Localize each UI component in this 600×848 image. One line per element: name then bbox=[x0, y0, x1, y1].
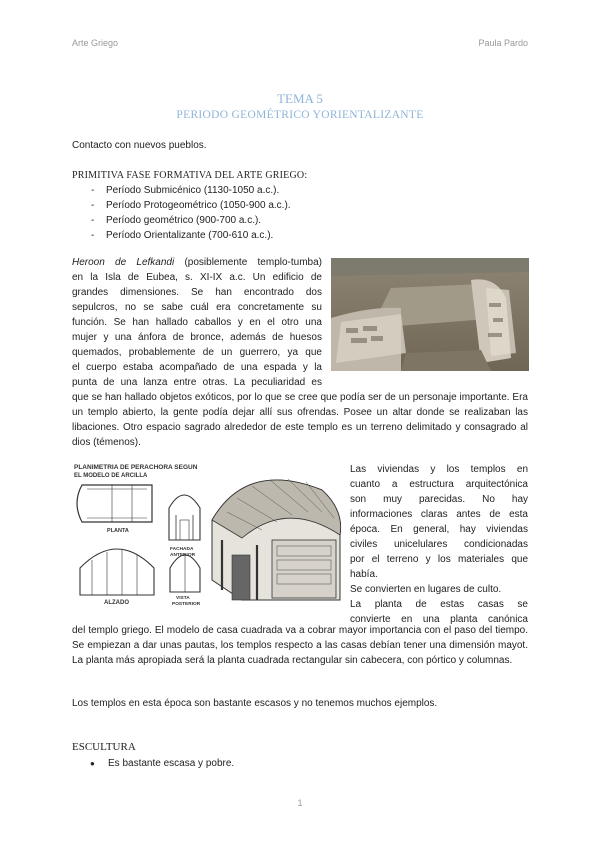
label-fachada: FACHADA bbox=[170, 547, 194, 552]
list-item: - Período Protogeométrico (1050-900 a.c.). bbox=[72, 198, 528, 213]
page-title bbox=[0, 91, 600, 123]
houses-paragraph: Las viviendas y los templos en cuanto a estructura arquitectónica son muy parecidas. No hay informaciones claras antes de esta época. En general, hay viviendas civiles unicelulares condicionadas por el terreno y los materiales que había. Se convierten en lugares de culto. La planta de estas casas se convierte en una planta canónica bbox=[350, 464, 528, 625]
label-alzado: ALZADO bbox=[104, 600, 129, 606]
plan-title-1: PLANIMETRIA DE PERACHORA SEGUN bbox=[74, 464, 198, 471]
list-item: - Período geométrico (900-700 a.c.). bbox=[72, 213, 528, 228]
list-item: - Período Submicénico (1130-1050 a.c.). bbox=[72, 183, 528, 198]
list-item: - Período Orientalizante (700-610 a.c.). bbox=[72, 228, 528, 243]
label-vista: VISTA bbox=[176, 596, 190, 601]
list-item: ● Es bastante escasa y pobre. bbox=[90, 756, 510, 771]
heroon-continuation: que se han hallado objetos exóticos, por lo que se cree que podía ser de un personaje importante. Era un templo abierto, la gente podía dejar allí sus ofrendas. Posee un altar donde se realizaban las libaciones. Otro espacio sagrado alrededor de este templo es un terreno delimitado y consagrado al dios (témenos). bbox=[72, 392, 528, 448]
label-planta: PLANTA bbox=[107, 528, 129, 534]
intro-text: Contacto con nuevos pueblos. bbox=[72, 140, 207, 151]
sculpture-list bbox=[90, 756, 510, 771]
heroon-paragraph: Heroon de Lefkandi (posiblemente templo-tumba) en la Isla de Eubea, s. XI-IX a.c. Un edificio de grandes dimensiones. Se han encontrado dos sepulcros, no se sabe cuál era concretamente su función. Se han hallado caballos y en el otro una mujer y una ánfora de bronce, además de huesos quemados, probablemente de un guerrero, ya que el cuerpo estaba acompañado de una espada y la punta de una lanza entre otras. La peculiaridad es bbox=[72, 257, 322, 388]
label-posterior: POSTERIOR bbox=[172, 602, 201, 606]
period-list bbox=[72, 183, 528, 243]
heroon-lead: Heroon de Lefkandi bbox=[72, 257, 175, 268]
houses-continuation: del templo griego. El modelo de casa cuadrada va a cobrar mayor importancia con el paso del tiempo. Se empiezan a dar unas pautas, los templos respecto a las casas debían tener una dimensión mayot. La planta más apropiada será la planta cuadrada rectangular sin cabecera, con pórtico y columnas. bbox=[72, 625, 528, 666]
plan-title-2: EL MODELO DE ARCILLA bbox=[74, 473, 148, 479]
scarce-text: Los templos en esta época son bastante escasos y no tenemos muchos ejemplos. bbox=[72, 698, 438, 709]
title-line1: TEMA 5 bbox=[277, 91, 323, 106]
title-line2: PERIODO GEOMÉTRICO YORIENTALIZANTE bbox=[176, 109, 424, 121]
header-right: Paula Pardo bbox=[478, 38, 528, 48]
heroon-photo bbox=[331, 258, 529, 371]
perachora-plan-illustration bbox=[72, 460, 344, 606]
label-anterior: ANTERIOR bbox=[170, 553, 196, 558]
page-number: 1 bbox=[297, 798, 303, 808]
header-left: Arte Griego bbox=[72, 38, 119, 48]
section2-heading: ESCULTURA bbox=[72, 741, 136, 753]
section1-heading: PRIMITIVA FASE FORMATIVA DEL ARTE GRIEGO: bbox=[72, 170, 308, 181]
